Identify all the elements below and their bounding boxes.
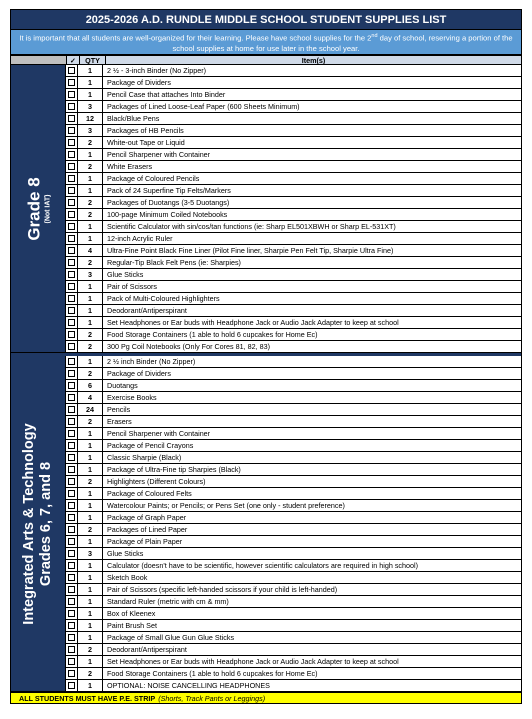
table-row	[66, 524, 521, 536]
item-cell: Highlighters (Different Colours)	[107, 477, 206, 486]
checkbox[interactable]	[68, 199, 75, 206]
item-cell: Package of Ultra-Fine tip Sharpies (Black)	[107, 465, 241, 474]
checkbox[interactable]	[68, 103, 75, 110]
qty-cell: 1	[78, 488, 103, 499]
item-cell: Package of Pencil Crayons	[107, 441, 194, 450]
checkbox-cell[interactable]	[66, 173, 78, 184]
table-row	[66, 173, 521, 185]
qty-cell: 1	[78, 317, 103, 328]
item-cell: 100-page Minimum Coiled Notebooks	[107, 210, 228, 219]
checkbox-cell[interactable]	[66, 644, 78, 655]
checkbox-cell[interactable]	[66, 89, 78, 100]
qty-cell: 1	[78, 77, 103, 88]
checkbox[interactable]	[68, 418, 75, 425]
item-cell: Package of Dividers	[107, 369, 171, 378]
qty-cell: 2	[78, 137, 103, 148]
table-row	[66, 608, 521, 620]
qty-cell: 2	[78, 524, 103, 535]
qty-cell: 1	[78, 512, 103, 523]
checkbox[interactable]	[68, 259, 75, 266]
item-cell: Calculator (doesn't have to be scientific, however scientific calculators are required in high school)	[107, 561, 418, 570]
checkbox-cell[interactable]	[66, 233, 78, 244]
item-cell: Package of Plain Paper	[107, 537, 183, 546]
checkbox[interactable]	[68, 247, 75, 254]
checkbox-cell[interactable]	[66, 656, 78, 667]
item-cell: Deodorant/Antiperspirant	[107, 645, 187, 654]
qty-cell: 1	[78, 440, 103, 451]
qty-cell: 3	[78, 269, 103, 280]
item-cell: Glue Sticks	[107, 270, 144, 279]
checkbox[interactable]	[68, 307, 75, 314]
checkbox[interactable]	[68, 163, 75, 170]
table-row	[66, 77, 521, 89]
checkbox[interactable]	[68, 550, 75, 557]
section-iat	[10, 356, 522, 692]
notice-banner	[10, 30, 522, 54]
checkbox[interactable]	[68, 151, 75, 158]
item-cell: Food Storage Containers (1 able to hold 6 cupcakes for Home Ec)	[107, 669, 318, 678]
table-row	[66, 416, 521, 428]
checkbox[interactable]	[68, 358, 75, 365]
grade-8-item-list	[66, 65, 521, 353]
item-cell: Set Headphones or Ear buds with Headphone Jack or Audio Jack Adapter to keep at school	[107, 657, 399, 666]
qty-cell: 1	[78, 452, 103, 463]
qty-cell: 1	[78, 305, 103, 316]
header-item: Item(s)	[105, 56, 521, 64]
item-cell: Package of Small Glue Gun Glue Sticks	[107, 633, 235, 642]
header-check: ✓	[66, 56, 79, 64]
qty-cell: 1	[78, 293, 103, 304]
table-row	[66, 668, 521, 680]
checkbox-cell[interactable]	[66, 668, 78, 679]
table-row	[66, 149, 521, 161]
checkbox-cell[interactable]	[66, 596, 78, 607]
table-row	[66, 596, 521, 608]
checkbox[interactable]	[68, 271, 75, 278]
table-row	[66, 572, 521, 584]
item-cell: Black/Blue Pens	[107, 114, 160, 123]
item-cell: OPTIONAL: NOISE CANCELLING HEADPHONES	[107, 681, 270, 690]
qty-cell: 1	[78, 221, 103, 232]
footer-note: (Shorts, Track Pants or Leggings)	[158, 693, 266, 703]
checkbox-cell[interactable]	[66, 620, 78, 631]
checkbox[interactable]	[68, 79, 75, 86]
checkbox-cell[interactable]	[66, 404, 78, 415]
checkbox-cell[interactable]	[66, 428, 78, 439]
item-cell: 2 ½ inch Binder (No Zipper)	[107, 357, 196, 366]
item-cell: White-out Tape or Liquid	[107, 138, 185, 147]
checkbox-cell[interactable]	[66, 368, 78, 379]
qty-cell: 2	[78, 257, 103, 268]
qty-cell: 2	[78, 329, 103, 340]
qty-cell: 2	[78, 341, 103, 352]
section-grade-8	[10, 65, 522, 353]
checkbox-cell[interactable]	[66, 572, 78, 583]
table-row	[66, 113, 521, 125]
item-cell: Packages of HB Pencils	[107, 126, 184, 135]
qty-cell: 1	[78, 536, 103, 547]
qty-cell: 1	[78, 680, 103, 691]
table-row	[66, 644, 521, 656]
checkbox-cell[interactable]	[66, 245, 78, 256]
checkbox-cell[interactable]	[66, 356, 78, 367]
qty-cell: 2	[78, 476, 103, 487]
checkbox[interactable]	[68, 115, 75, 122]
item-cell: Sketch Book	[107, 573, 148, 582]
checkbox[interactable]	[68, 478, 75, 485]
checkbox-cell[interactable]	[66, 293, 78, 304]
checkbox-cell[interactable]	[66, 500, 78, 511]
table-row	[66, 428, 521, 440]
table-row	[66, 293, 521, 305]
table-row	[66, 452, 521, 464]
checkbox[interactable]	[68, 658, 75, 665]
qty-cell: 24	[78, 404, 103, 415]
qty-cell: 2	[78, 209, 103, 220]
table-row	[66, 209, 521, 221]
item-cell: Regular-Tip Black Felt Pens (ie: Sharpies)	[107, 258, 241, 267]
table-row	[66, 161, 521, 173]
checkbox-cell[interactable]	[66, 137, 78, 148]
grade-8-label: Grade 8	[24, 176, 44, 241]
table-row	[66, 500, 521, 512]
item-cell: Packages of Lined Loose-Leaf Paper (600 Sheets Minimum)	[107, 102, 300, 111]
table-row	[66, 269, 521, 281]
item-cell: Food Storage Containers (1 able to hold 6 cupcakes for Home Ec)	[107, 330, 318, 339]
checkbox[interactable]	[68, 490, 75, 497]
checkbox-cell[interactable]	[66, 101, 78, 112]
table-row	[66, 392, 521, 404]
section-label-iat	[11, 356, 66, 692]
header-section-col	[11, 56, 66, 64]
table-row	[66, 137, 521, 149]
table-row	[66, 656, 521, 668]
checkbox[interactable]	[68, 430, 75, 437]
checkbox[interactable]	[68, 670, 75, 677]
table-row	[66, 476, 521, 488]
checkbox-cell[interactable]	[66, 632, 78, 643]
checkbox[interactable]	[68, 514, 75, 521]
item-cell: Package of Coloured Felts	[107, 489, 192, 498]
item-cell: Classic Sharpie (Black)	[107, 453, 182, 462]
checkbox-cell[interactable]	[66, 341, 78, 352]
qty-cell: 1	[78, 149, 103, 160]
checkbox[interactable]	[68, 502, 75, 509]
table-row	[66, 632, 521, 644]
qty-cell: 3	[78, 125, 103, 136]
table-row	[66, 560, 521, 572]
checkbox[interactable]	[68, 406, 75, 413]
page-title: 2025-2026 A.D. RUNDLE MIDDLE SCHOOL STUDENT SUPPLIES LIST	[10, 9, 522, 30]
iat-label-grades: Grades 6, 7, and 8	[38, 461, 54, 586]
item-cell: Pack of Multi-Coloured Highlighters	[107, 294, 220, 303]
table-row	[66, 125, 521, 137]
qty-cell: 1	[78, 356, 103, 367]
qty-cell: 1	[78, 560, 103, 571]
qty-cell: 2	[78, 416, 103, 427]
table-row	[66, 380, 521, 392]
qty-cell: 1	[78, 233, 103, 244]
table-header	[10, 54, 522, 65]
qty-cell: 6	[78, 380, 103, 391]
checkbox-cell[interactable]	[66, 380, 78, 391]
qty-cell: 1	[78, 608, 103, 619]
checkbox[interactable]	[68, 343, 75, 350]
checkbox[interactable]	[68, 610, 75, 617]
checkbox[interactable]	[68, 442, 75, 449]
table-row	[66, 329, 521, 341]
checkbox[interactable]	[68, 175, 75, 182]
checkbox-cell[interactable]	[66, 317, 78, 328]
table-row	[66, 341, 521, 353]
table-row	[66, 305, 521, 317]
qty-cell: 4	[78, 392, 103, 403]
checkbox-cell[interactable]	[66, 416, 78, 427]
item-cell: 2 ½ - 3-inch Binder (No Zipper)	[107, 66, 207, 75]
table-row	[66, 680, 521, 692]
checkbox-cell[interactable]	[66, 305, 78, 316]
item-cell: Pair of Scissors	[107, 282, 157, 291]
checkbox-cell[interactable]	[66, 221, 78, 232]
table-row	[66, 464, 521, 476]
checkbox[interactable]	[68, 331, 75, 338]
item-cell: Scientific Calculator with sin/cos/tan functions (ie: Sharp EL501XBWH or Sharp EL-531XT)	[107, 222, 396, 231]
checkbox[interactable]	[68, 682, 75, 689]
qty-cell: 2	[78, 668, 103, 679]
checkbox[interactable]	[68, 91, 75, 98]
checkbox[interactable]	[68, 574, 75, 581]
checkbox-cell[interactable]	[66, 149, 78, 160]
item-cell: Package of Coloured Pencils	[107, 174, 200, 183]
table-row	[66, 89, 521, 101]
item-cell: Deodorant/Antiperspirant	[107, 306, 187, 315]
checkbox-cell[interactable]	[66, 440, 78, 451]
checkbox-cell[interactable]	[66, 197, 78, 208]
section-label-grade-8	[11, 65, 66, 353]
checkbox-cell[interactable]	[66, 113, 78, 124]
qty-cell: 1	[78, 596, 103, 607]
checkbox[interactable]	[68, 538, 75, 545]
item-cell: Watercolour Paints; or Pencils; or Pens Set (one only - student preference)	[107, 501, 345, 510]
checkbox-cell[interactable]	[66, 524, 78, 535]
checkbox[interactable]	[68, 67, 75, 74]
qty-cell: 3	[78, 101, 103, 112]
qty-cell: 4	[78, 245, 103, 256]
checkbox[interactable]	[68, 211, 75, 218]
checkbox-cell[interactable]	[66, 269, 78, 280]
checkbox-cell[interactable]	[66, 608, 78, 619]
item-cell: Packages of Lined Paper	[107, 525, 188, 534]
qty-cell: 1	[78, 185, 103, 196]
table-row	[66, 197, 521, 209]
checkbox-cell[interactable]	[66, 281, 78, 292]
checkbox-cell[interactable]	[66, 329, 78, 340]
checkbox[interactable]	[68, 382, 75, 389]
table-row	[66, 221, 521, 233]
qty-cell: 1	[78, 620, 103, 631]
pe-strip-footer	[10, 692, 522, 704]
notice-text-start: It is important that all students are well-organized for their learning. Please have school supplies for the 2	[19, 33, 372, 43]
checkbox[interactable]	[68, 319, 75, 326]
item-cell: Pair of Scissors (specific left-handed scissors if your child is left-handed)	[107, 585, 338, 594]
checkbox[interactable]	[68, 235, 75, 242]
table-row	[66, 584, 521, 596]
qty-cell: 1	[78, 584, 103, 595]
checkbox-cell[interactable]	[66, 161, 78, 172]
qty-cell: 12	[78, 113, 103, 124]
checkbox-cell[interactable]	[66, 185, 78, 196]
item-cell: Standard Ruler (metric with cm & mm)	[107, 597, 229, 606]
item-cell: Package of Graph Paper	[107, 513, 187, 522]
qty-cell: 2	[78, 644, 103, 655]
qty-cell: 2	[78, 161, 103, 172]
checkbox-cell[interactable]	[66, 464, 78, 475]
notice-superscript: nd	[371, 33, 378, 39]
item-cell: Paint Brush Set	[107, 621, 157, 630]
item-cell: Pencils	[107, 405, 131, 414]
checkbox[interactable]	[68, 526, 75, 533]
checkbox[interactable]	[68, 586, 75, 593]
checkbox-cell[interactable]	[66, 476, 78, 487]
checkbox-cell[interactable]	[66, 680, 78, 691]
item-cell: Pack of 24 Superfine Tip Felts/Markers	[107, 186, 231, 195]
checkbox[interactable]	[68, 466, 75, 473]
item-cell: Duotangs	[107, 381, 138, 390]
item-cell: Glue Sticks	[107, 549, 144, 558]
checkbox-cell[interactable]	[66, 77, 78, 88]
checkbox[interactable]	[68, 634, 75, 641]
qty-cell: 1	[78, 65, 103, 76]
checkbox[interactable]	[68, 370, 75, 377]
item-cell: White Erasers	[107, 162, 153, 171]
qty-cell: 3	[78, 548, 103, 559]
item-cell: Packages of Duotangs (3-5 Duotangs)	[107, 198, 230, 207]
item-cell: 300 Pg Coil Notebooks (Only For Cores 81, 82, 83)	[107, 342, 270, 351]
checkbox[interactable]	[68, 283, 75, 290]
notice-text-end: day of school, reserving a portion of the school supplies at home for use later in the school year.	[172, 33, 513, 53]
table-row	[66, 233, 521, 245]
checkbox-cell[interactable]	[66, 548, 78, 559]
qty-cell: 2	[78, 368, 103, 379]
checkbox[interactable]	[68, 562, 75, 569]
item-cell: Pencil Sharpener with Container	[107, 150, 211, 159]
qty-cell: 1	[78, 281, 103, 292]
item-cell: Box of Kleenex	[107, 609, 156, 618]
table-row	[66, 548, 521, 560]
table-row	[66, 356, 521, 368]
checkbox-cell[interactable]	[66, 65, 78, 76]
checkbox-cell[interactable]	[66, 536, 78, 547]
item-cell: Pencil Case that attaches Into Binder	[107, 90, 226, 99]
item-cell: Erasers	[107, 417, 132, 426]
table-row	[66, 65, 521, 77]
iat-item-list	[66, 356, 521, 692]
checkbox-cell[interactable]	[66, 584, 78, 595]
header-qty: QTY	[79, 56, 105, 64]
qty-cell: 1	[78, 464, 103, 475]
item-cell: Exercise Books	[107, 393, 157, 402]
table-row	[66, 620, 521, 632]
checkbox-cell[interactable]	[66, 125, 78, 136]
table-row	[66, 257, 521, 269]
checkbox[interactable]	[68, 394, 75, 401]
grade-8-sublabel: (Not IAT)	[44, 193, 52, 224]
item-cell: Package of Dividers	[107, 78, 171, 87]
qty-cell: 1	[78, 500, 103, 511]
checkbox-cell[interactable]	[66, 488, 78, 499]
checkbox[interactable]	[68, 622, 75, 629]
table-row	[66, 536, 521, 548]
checkbox-cell[interactable]	[66, 257, 78, 268]
qty-cell: 1	[78, 173, 103, 184]
checkbox[interactable]	[68, 646, 75, 653]
checkbox-cell[interactable]	[66, 512, 78, 523]
supplies-sheet	[10, 9, 522, 704]
checkbox-cell[interactable]	[66, 452, 78, 463]
qty-cell: 1	[78, 572, 103, 583]
item-cell: 12-inch Acrylic Ruler	[107, 234, 173, 243]
qty-cell: 1	[78, 656, 103, 667]
table-row	[66, 281, 521, 293]
checkbox[interactable]	[68, 127, 75, 134]
checkbox[interactable]	[68, 139, 75, 146]
checkbox[interactable]	[68, 295, 75, 302]
table-row	[66, 404, 521, 416]
item-cell: Pencil Sharpener with Container	[107, 429, 211, 438]
table-row	[66, 185, 521, 197]
checkbox[interactable]	[68, 223, 75, 230]
checkbox-cell[interactable]	[66, 560, 78, 571]
item-cell: Ultra-Fine Point Black Fine Liner (Pilot Fine liner, Sharpie Pen Felt Tip, Sharpie Ultra Fine)	[107, 246, 394, 255]
iat-label: Integrated Arts & Technology	[21, 422, 37, 625]
item-cell: Set Headphones or Ear buds with Headphone Jack or Audio Jack Adapter to keep at school	[107, 318, 399, 327]
checkbox[interactable]	[68, 598, 75, 605]
qty-cell: 1	[78, 428, 103, 439]
table-row	[66, 488, 521, 500]
checkbox-cell[interactable]	[66, 209, 78, 220]
table-row	[66, 245, 521, 257]
qty-cell: 2	[78, 197, 103, 208]
table-row	[66, 101, 521, 113]
table-row	[66, 440, 521, 452]
checkbox[interactable]	[68, 187, 75, 194]
table-row	[66, 512, 521, 524]
qty-cell: 1	[78, 632, 103, 643]
table-row	[66, 317, 521, 329]
footer-main: ALL STUDENTS MUST HAVE P.E. STRIP	[19, 693, 156, 703]
table-row	[66, 368, 521, 380]
qty-cell: 1	[78, 89, 103, 100]
checkbox-cell[interactable]	[66, 392, 78, 403]
checkbox[interactable]	[68, 454, 75, 461]
